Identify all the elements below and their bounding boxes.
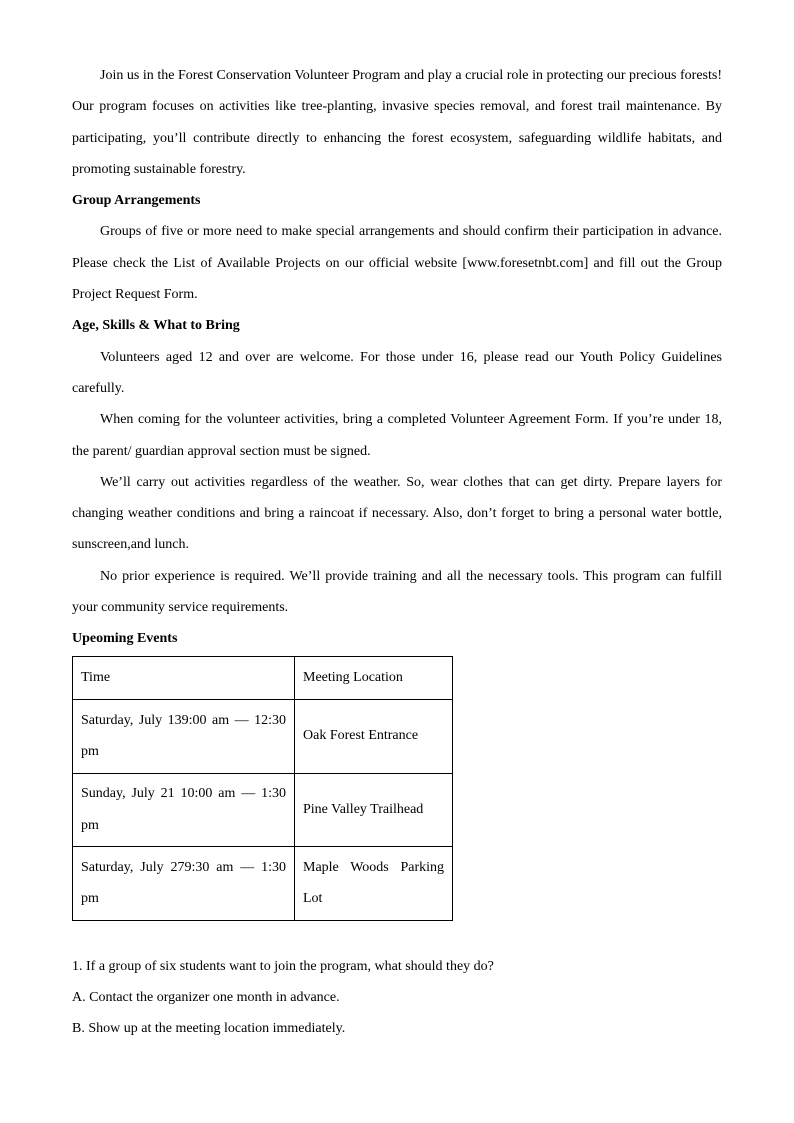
events-table <box>72 656 453 921</box>
event-time: Saturday, July 139:00 am — 12:30 pm <box>73 699 295 773</box>
header-meeting-location: Meeting Location <box>295 656 453 699</box>
upcoming-events-heading: Upeoming Events <box>72 631 178 647</box>
question-stem: 1. If a group of six students want to join the program, what should they do? <box>72 958 494 974</box>
event-location: Maple Woods Parking Lot <box>295 846 453 920</box>
age-paragraph: Volunteers aged 12 and over are welcome. For those under 16, please read our Youth Policy Guidelines carefully. <box>72 349 722 396</box>
experience-paragraph: No prior experience is required. We’ll provide training and all the necessary tools. This program can fulfill your community service requirements. <box>72 568 722 616</box>
age-skills-heading: Age, Skills & What to Bring <box>72 318 240 334</box>
event-time: Saturday, July 279:30 am — 1:30 pm <box>73 846 295 920</box>
event-location: Pine Valley Trailhead <box>295 773 453 846</box>
table-row <box>73 846 453 920</box>
question-block <box>72 951 722 1045</box>
group-arrangements-paragraph: Groups of five or more need to make special arrangements and should confirm their participation in advance. Please check the List of Available Projects on our official website [www.foresetnbt.com] and fill out the Group Project Request Form. <box>72 224 722 303</box>
agreement-form-paragraph: When coming for the volunteer activities, bring a completed Volunteer Agreement Form. If you’re under 18, the parent/ guardian approval section must be signed. <box>72 412 722 459</box>
event-time: Sunday, July 21 10:00 am — 1:30 pm <box>73 773 295 846</box>
table-header-row <box>73 656 453 699</box>
group-arrangements-heading: Group Arrangements <box>72 193 201 209</box>
document-page <box>72 60 722 1045</box>
option-a: A. Contact the organizer one month in advance. <box>72 989 340 1005</box>
option-b: B. Show up at the meeting location immediately. <box>72 1021 346 1037</box>
event-location: Oak Forest Entrance <box>295 699 453 773</box>
header-time: Time <box>73 656 295 699</box>
table-row <box>73 773 453 846</box>
table-row <box>73 699 453 773</box>
weather-clothing-paragraph: We’ll carry out activities regardless of the weather. So, wear clothes that can get dirty. Prepare layers for changing weather conditions and bring a raincoat if necessary. Also, don’t forget to bring a personal water bottle, sunscreen,and lunch. <box>72 474 722 553</box>
intro-paragraph: Join us in the Forest Conservation Volunteer Program and play a crucial role in protecting our precious forests! Our program focuses on activities like tree-planting, invasive species removal, and forest trail maintenance. By participating, you’ll contribute directly to enhancing the forest ecosystem, safeguarding wildlife habitats, and promoting sustainable forestry. <box>72 68 722 177</box>
